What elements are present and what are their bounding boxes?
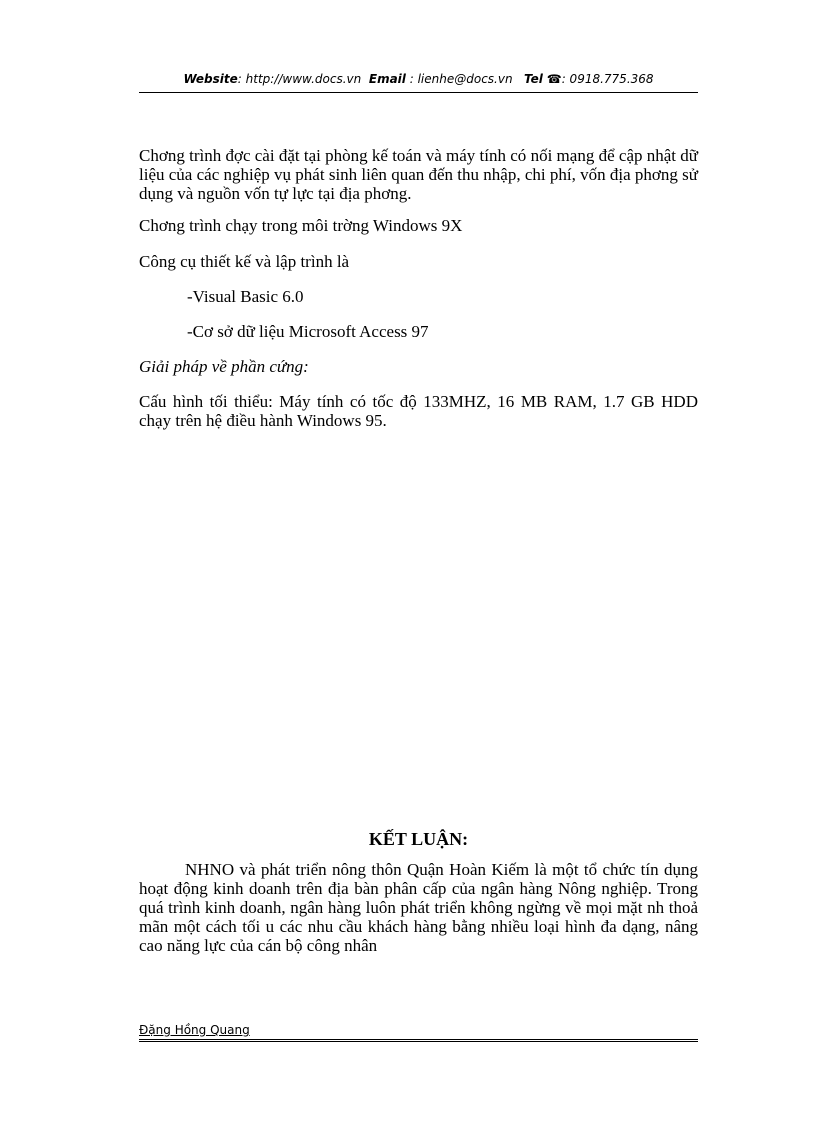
- email-label: Email: [368, 72, 406, 86]
- paragraph-min-config: Cấu hình tối thiểu: Máy tính có tốc độ 133MHZ, 16 MB RAM, 1.7 GB HDD chạy trên hệ điều hành Windows 95.: [139, 392, 698, 430]
- conclusion-paragraph: NHNO và phát triển nông thôn Quận Hoàn Kiếm là một tổ chức tín dụng hoạt động kinh doanh trên địa bàn phân cấp của ngân hàng Nông nghiệp. Trong quá trình kinh doanh, ngân hàng luôn phát triển không ngừng về mọi mặt nh thoả mãn một cách tối u các nhu cầu khách hàng bằng nhiều loại hình đa dạng, nâng cao năng lực của cán bộ công nhân: [139, 860, 698, 955]
- tel-value: : 0918.775.368: [561, 72, 654, 86]
- footer-author: Đặng Hồng Quang: [139, 1023, 250, 1037]
- phone-icon: ☎: [546, 72, 562, 86]
- website-label: Website: [183, 72, 238, 86]
- page-header: [139, 70, 698, 93]
- paragraph-program-install: Chơng trình đợc cài đặt tại phòng kế toán và máy tính có nối mạng để cập nhật dữ liệu của các nghiệp vụ phát sinh liên quan đến thu nhập, chi phí, vốn địa phơng sử dụng và nguồn vốn tự lực tại địa phơng.: [139, 146, 698, 203]
- list-item-visual-basic: -Visual Basic 6.0: [187, 287, 304, 306]
- paragraph-environment: Chơng trình chạy trong môi trờng Windows 9X: [139, 216, 463, 235]
- subheading-hardware: Giải pháp về phần cứng:: [139, 357, 309, 376]
- tel-label: Tel: [524, 72, 543, 86]
- email-value: : lienhe@docs.vn: [409, 72, 513, 86]
- website-value: : http://www.docs.vn: [237, 72, 362, 86]
- page-footer: [139, 1021, 698, 1042]
- conclusion-title: KẾT LUẬN:: [368, 829, 469, 849]
- paragraph-tools: Công cụ thiết kế và lập trình là: [139, 252, 350, 271]
- list-item-access: -Cơ sở dữ liệu Microsoft Access 97: [187, 322, 429, 341]
